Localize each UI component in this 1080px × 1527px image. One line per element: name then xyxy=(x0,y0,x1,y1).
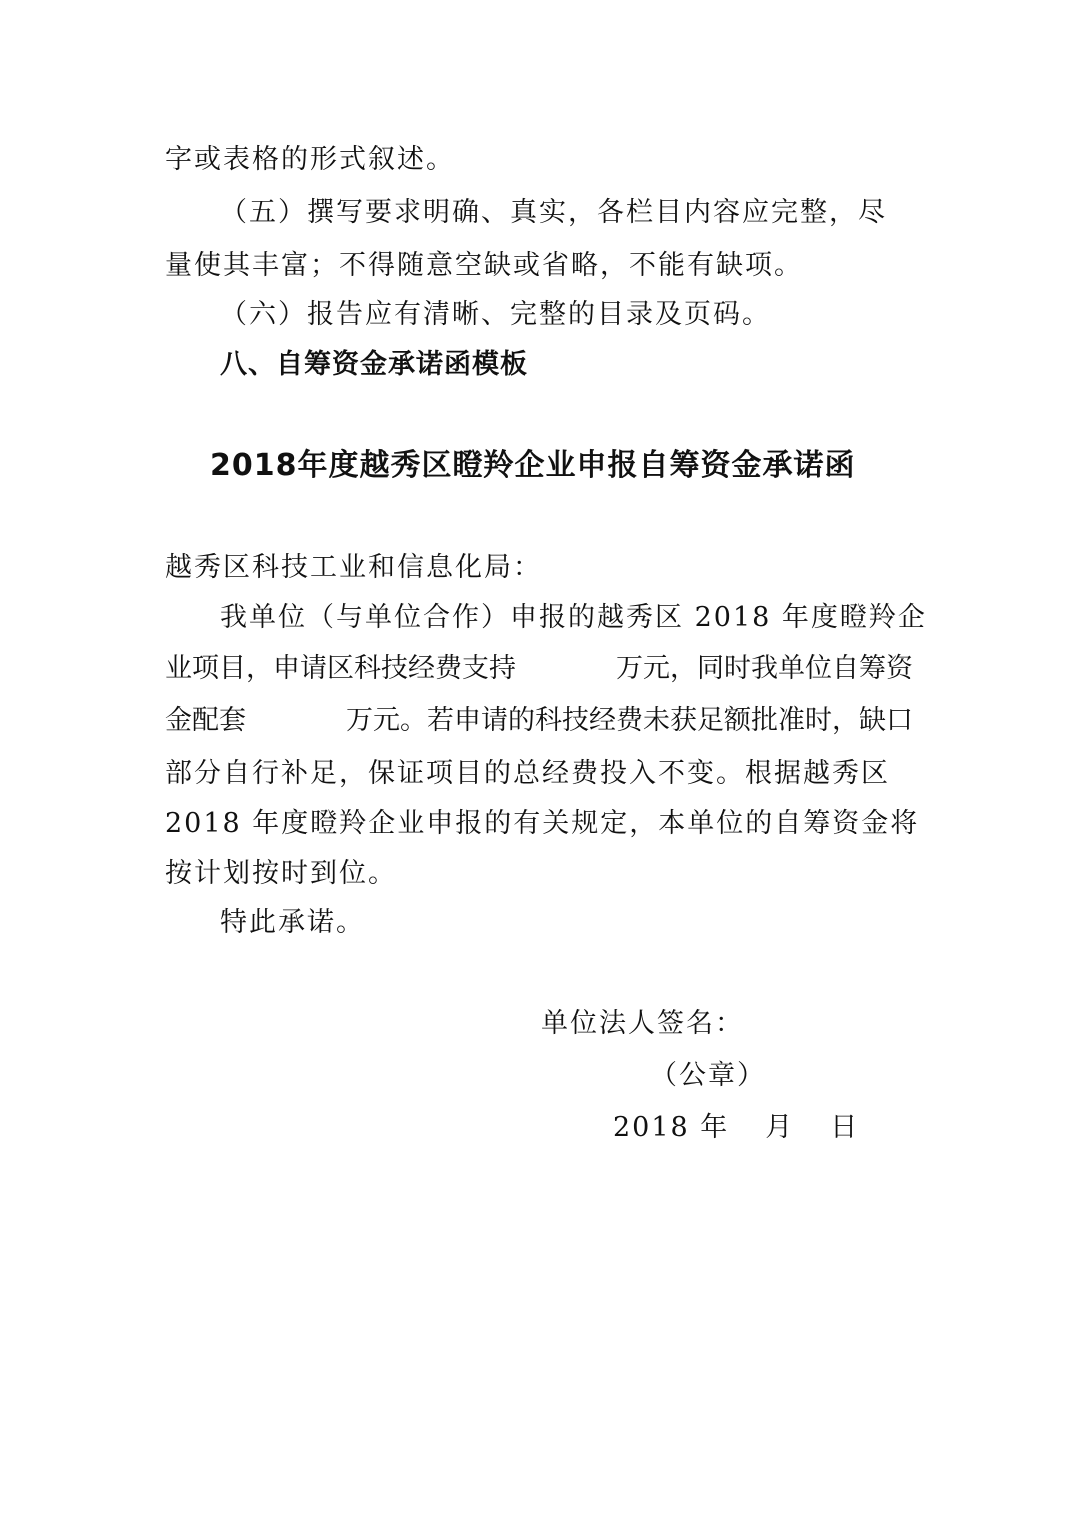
letter-addressee: 越秀区科技工业和信息化局： xyxy=(165,552,542,583)
date-month: 月 xyxy=(765,1112,795,1143)
seal-label: （公章） xyxy=(650,1060,766,1091)
letter-title: 2018年度越秀区瞪羚企业申报自筹资金承诺函 xyxy=(210,448,856,483)
body-line-2 xyxy=(165,652,913,686)
body-line-5: 2018 年度瞪羚企业申报的有关规定，本单位的自筹资金将 xyxy=(165,808,920,839)
continuation-text: 字或表格的形式叙述。 xyxy=(165,144,455,175)
item-5-line-2: 量使其丰富；不得随意空缺或省略，不能有缺项。 xyxy=(165,250,803,281)
section-8-heading: 八、自筹资金承诺函模板 xyxy=(220,349,528,380)
body-line-4: 部分自行补足，保证项目的总经费投入不变。根据越秀区 xyxy=(165,758,890,789)
date-year: 2018 年 xyxy=(613,1112,730,1143)
body-line-2-part-b: 万元，同时我单位自筹资 xyxy=(616,653,913,684)
body-line-2-part-a: 业项目，申请区科技经费支持 xyxy=(165,653,516,684)
body-line-1: 我单位（与单位合作）申报的越秀区 2018 年度瞪羚企 xyxy=(220,602,927,633)
body-line-6: 按计划按时到位。 xyxy=(165,858,397,889)
item-5-line-1: （五）撰写要求明确、真实，各栏目内容应完整，尽 xyxy=(220,197,887,228)
body-line-3-part-a: 金配套 xyxy=(165,705,246,736)
body-line-3-part-b: 万元。若申请的科技经费未获足额批准时，缺口 xyxy=(346,705,913,736)
date-day: 日 xyxy=(830,1112,860,1143)
body-line-3 xyxy=(165,704,913,738)
signature-label: 单位法人签名： xyxy=(541,1008,744,1039)
closing-text: 特此承诺。 xyxy=(220,907,365,938)
signature-date xyxy=(613,1111,859,1145)
item-6-text: （六）报告应有清晰、完整的目录及页码。 xyxy=(220,299,771,330)
